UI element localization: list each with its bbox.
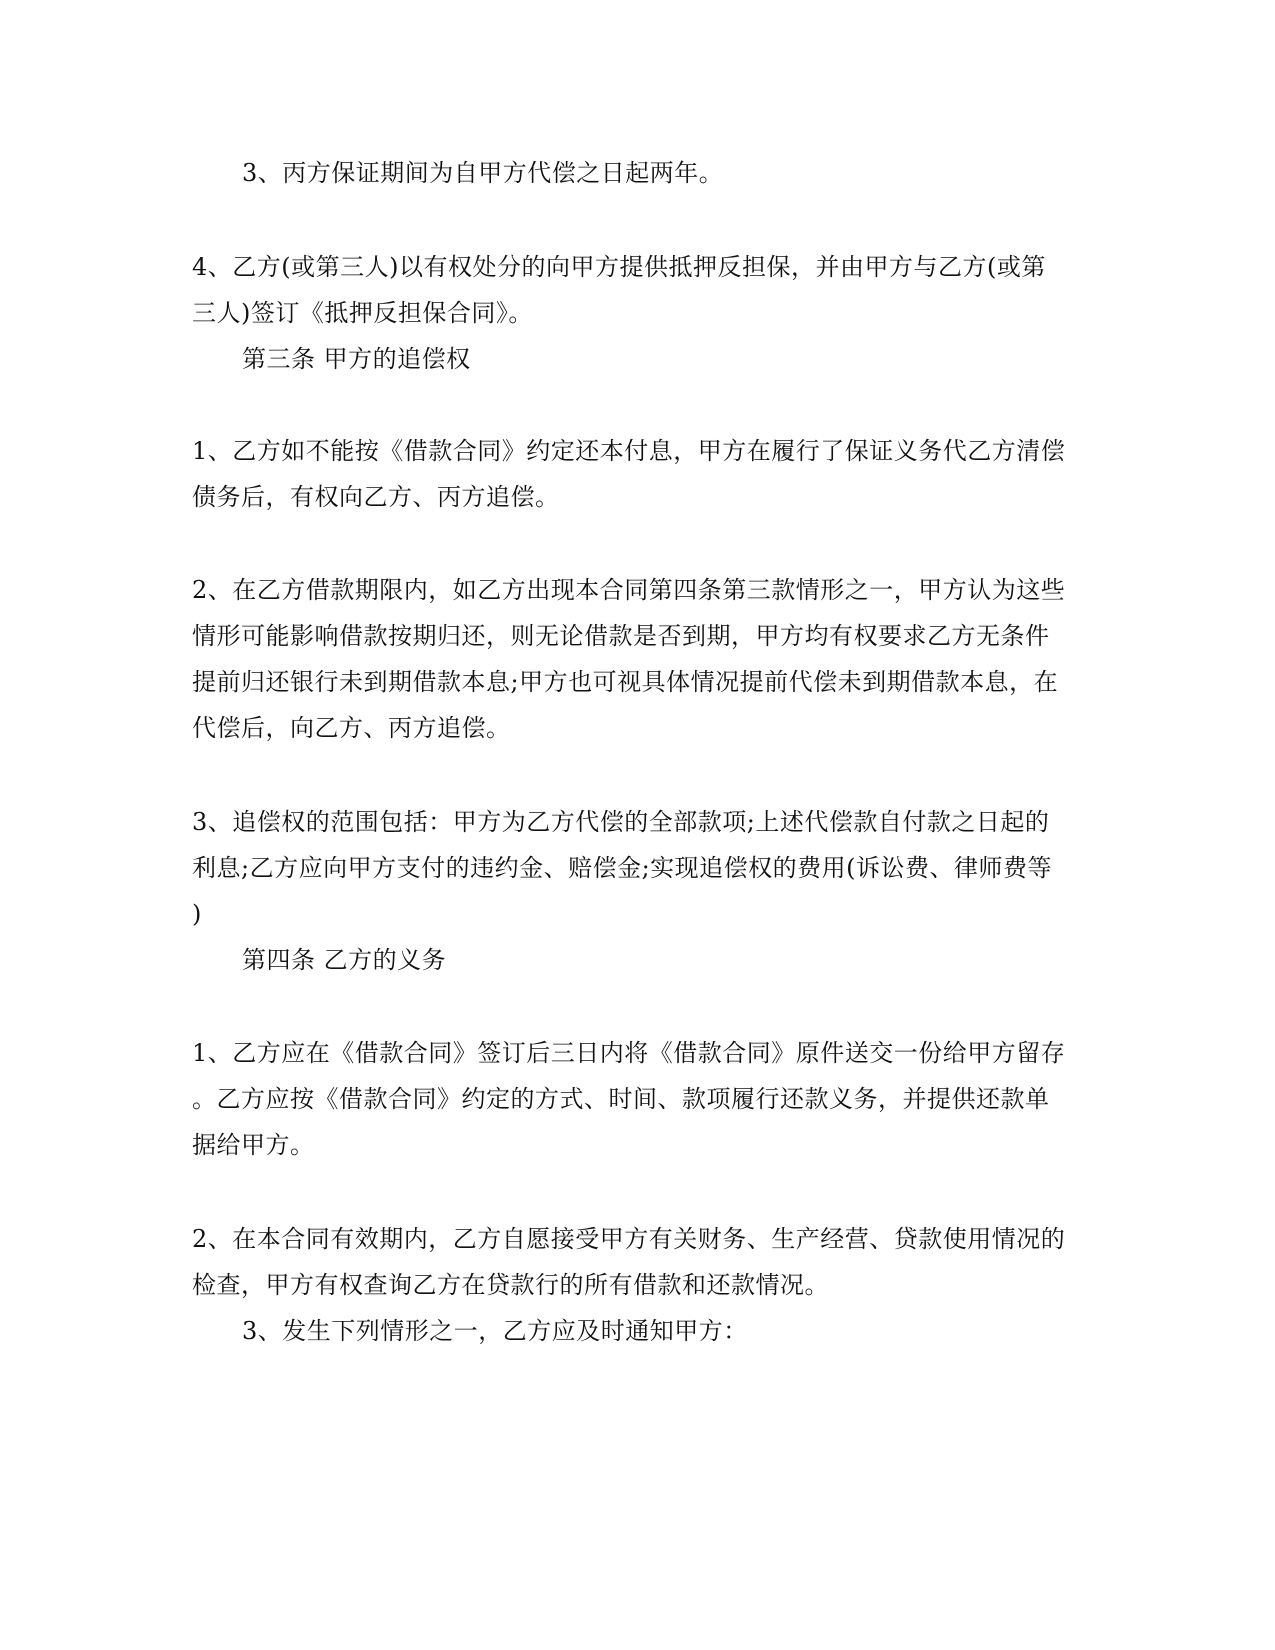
article-3-item-3-line-3: ) [192,900,202,928]
article-3-item-1-line-1: 1、乙方如不能按《借款合同》约定还本付息，甲方在履行了保证义务代乙方清偿 [192,437,1066,465]
article-3-item-1-line-2: 债务后，有权向乙方、丙方追偿。 [192,483,560,511]
article-4-item-2-line-2: 检查，甲方有权查询乙方在贷款行的所有借款和还款情况。 [192,1271,829,1299]
article-3-item-2-line-1: 2、在乙方借款期限内，如乙方出现本合同第四条第三款情形之一，甲方认为这些 [192,576,1066,604]
article-3-item-3-line-1: 3、追偿权的范围包括：甲方为乙方代偿的全部款项;上述代偿款自付款之日起的 [192,808,1050,836]
article-4-item-2-line-1: 2、在本合同有效期内，乙方自愿接受甲方有关财务、生产经营、贷款使用情况的 [192,1225,1066,1253]
article-3-item-2-line-4: 代偿后，向乙方、丙方追偿。 [192,714,511,742]
article-4-item-1-line-3: 据给甲方。 [192,1131,315,1159]
article-3-heading: 第三条 甲方的追偿权 [242,345,471,373]
article-3-item-3-line-2: 利息;乙方应向甲方支付的违约金、赔偿金;实现追偿权的费用(诉讼费、律师费等 [192,854,1053,882]
clause-2-item-3: 3、丙方保证期间为自甲方代偿之日起两年。 [242,159,724,187]
article-3-item-2-line-2: 情形可能影响借款按期归还，则无论借款是否到期，甲方均有权要求乙方无条件 [192,622,1050,650]
clause-2-item-4-line-1: 4、乙方(或第三人)以有权处分的向甲方提供抵押反担保，并由甲方与乙方(或第 [192,253,1046,281]
article-4-heading: 第四条 乙方的义务 [242,946,447,974]
article-4-item-1-line-1: 1、乙方应在《借款合同》签订后三日内将《借款合同》原件送交一份给甲方留存 [192,1039,1066,1067]
clause-2-item-4-line-2: 三人)签订《抵押反担保合同》。 [192,299,533,327]
article-4-item-3: 3、发生下列情形之一，乙方应及时通知甲方： [242,1317,748,1345]
article-3-item-2-line-3: 提前归还银行未到期借款本息;甲方也可视具体情况提前代偿未到期借款本息，在 [192,668,1059,696]
article-4-item-1-line-2: 。乙方应按《借款合同》约定的方式、时间、款项履行还款义务，并提供还款单 [192,1085,1050,1113]
